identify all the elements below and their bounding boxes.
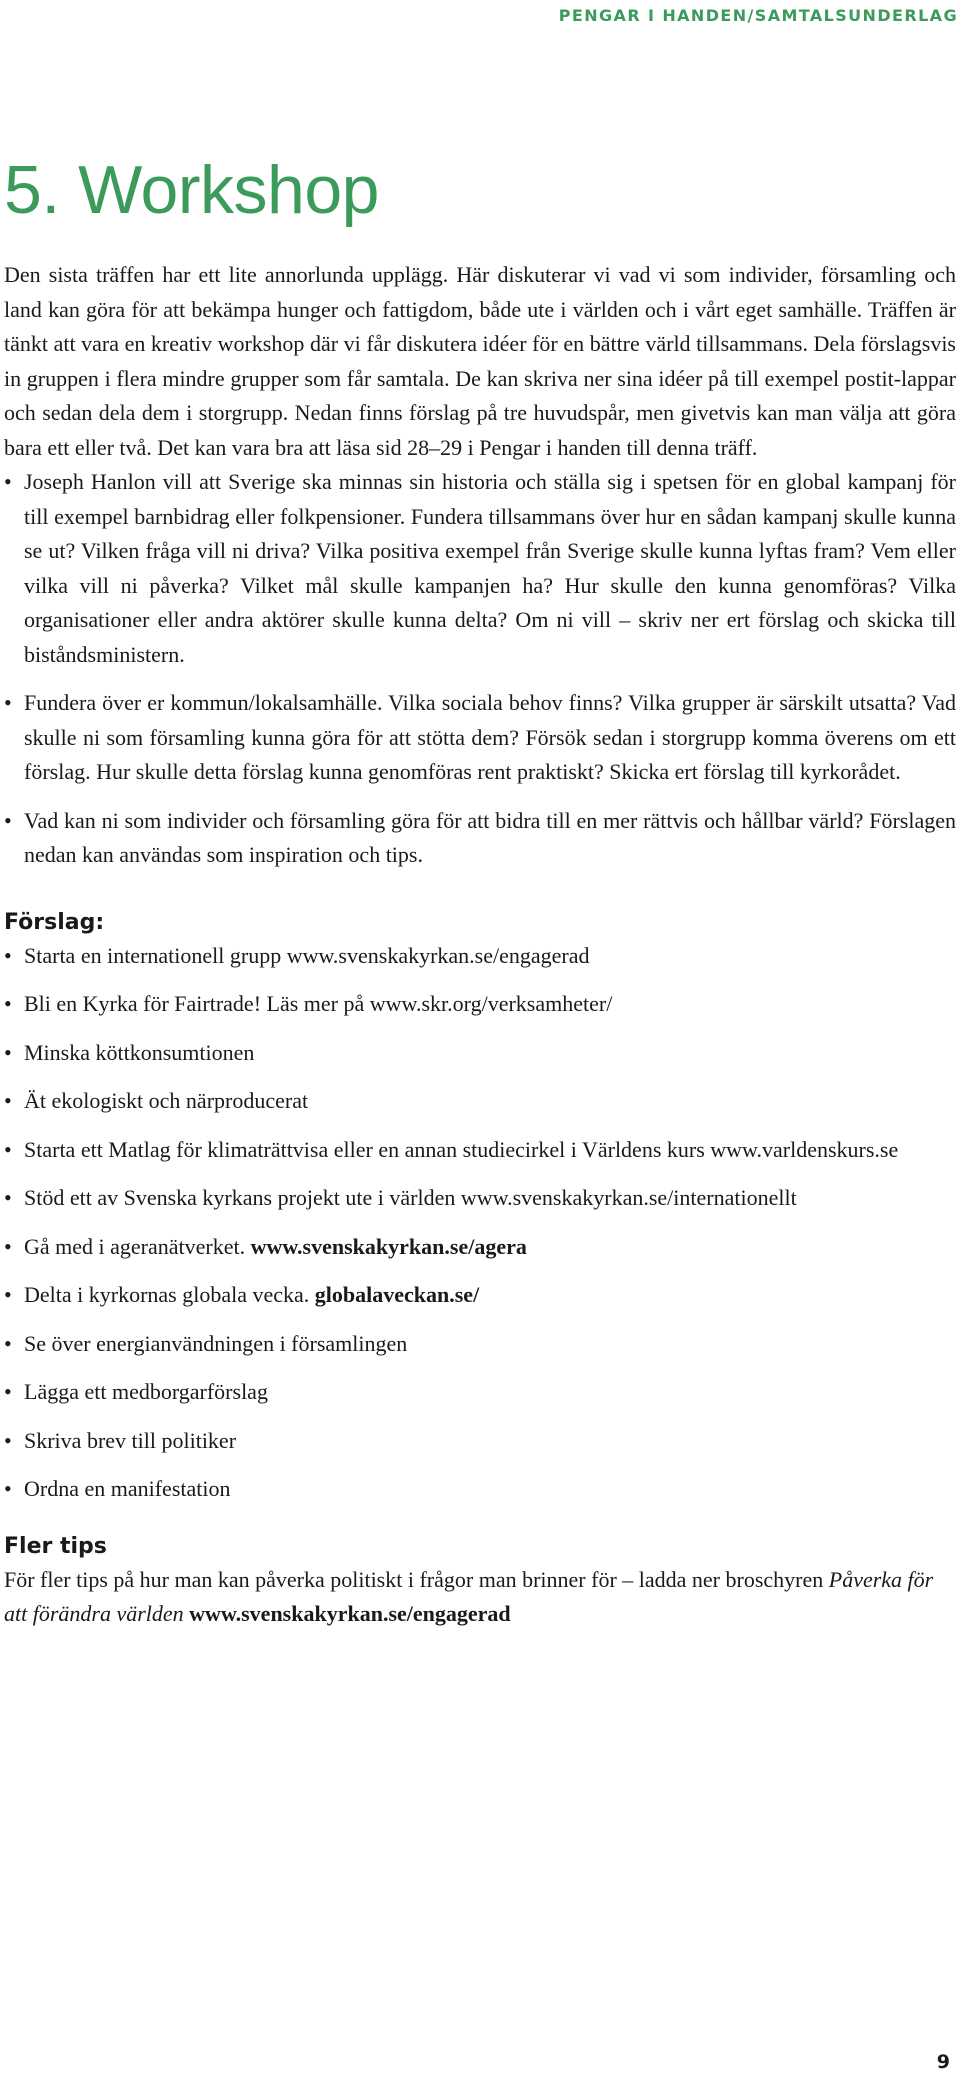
forslag-list — [4, 939, 956, 1507]
bullet-icon: • — [4, 1233, 12, 1259]
fler-tips-paragraph — [4, 1563, 956, 1632]
list-item-text: Minska köttkonsumtionen — [24, 1039, 255, 1065]
list-item-text: Ordna en manifestation — [24, 1476, 231, 1501]
list-item — [4, 1327, 956, 1362]
list-item — [4, 686, 956, 790]
bullet-icon: • — [4, 1282, 12, 1307]
list-item-text: Stöd ett av Svenska kyrkans projekt ute i världen www.svenskakyrkan.se/internationellt — [24, 1185, 797, 1210]
list-item-text: Vad kan ni som individer och församling göra för att bidra till en mer rättvis och hållbar värld? Förslagen nedan kan användas som inspiration och tips. — [24, 807, 956, 867]
bullet-icon: • — [4, 807, 12, 833]
running-header: PENGAR I HANDEN/SAMTALSUNDERLAG — [558, 6, 958, 25]
forslag-heading: Förslag: — [4, 909, 105, 935]
bullet-icon: • — [4, 942, 12, 968]
list-item — [4, 939, 956, 974]
brochure-title: Påverka för att förändra världen — [4, 1566, 934, 1626]
page-title: 5. Workshop — [4, 152, 379, 228]
main-content — [4, 258, 956, 1632]
bullet-icon: • — [4, 1185, 12, 1210]
bullet-icon: • — [4, 991, 12, 1016]
list-item — [4, 987, 956, 1022]
globalaveckan-link[interactable]: globalaveckan.se/ — [314, 1282, 480, 1307]
engagerad-link[interactable]: www.svenskakyrkan.se/engagerad — [189, 1601, 511, 1626]
list-item — [4, 1278, 956, 1313]
list-item — [4, 465, 956, 672]
list-item — [4, 1036, 956, 1071]
list-item — [4, 804, 956, 873]
list-item — [4, 1181, 956, 1216]
list-item-text: Gå med i ageranätverket. — [24, 1233, 251, 1259]
list-item-text: Starta ett Matlag för klimaträttvisa eller en annan studiecirkel i Världens kurs www.varldenskurs.se — [24, 1136, 899, 1162]
list-item — [4, 1230, 956, 1265]
list-item-text: Se över energianvändningen i församlingen — [24, 1330, 408, 1356]
list-item-text: Bli en Kyrka för Fairtrade! Läs mer på www.skr.org/verksamheter/ — [24, 991, 613, 1016]
fler-tips-text: För fler tips på hur man kan påverka politiskt i frågor man brinner för – ladda ner broschyren — [4, 1566, 829, 1592]
page-number: 9 — [936, 2051, 950, 2073]
bullet-icon: • — [4, 1039, 12, 1065]
list-item-text: Ät ekologiskt och närproducerat — [24, 1088, 309, 1113]
bullet-icon: • — [4, 690, 12, 715]
list-item — [4, 1424, 956, 1459]
bullet-icon: • — [4, 469, 12, 494]
list-item — [4, 1375, 956, 1410]
list-item-text: Skriva brev till politiker — [24, 1427, 237, 1453]
bullet-icon: • — [4, 1088, 12, 1113]
bullet-icon: • — [4, 1427, 12, 1453]
list-item-text: Delta i kyrkornas globala vecka. — [24, 1282, 315, 1307]
list-item-text: Fundera över er kommun/lokalsamhälle. Vilka sociala behov finns? Vilka grupper är särskilt utsatta? Vad skulle ni som församling kunna göra för att stötta dem? Försök sedan i storgrupp komma överens om ett förslag. Hur skulle detta förslag kunna genomföras rent praktiskt? Skicka ert förslag till kyrkorådet. — [24, 690, 956, 784]
list-item-text: Starta en internationell grupp www.svenskakyrkan.se/engagerad — [24, 942, 590, 968]
bullet-icon: • — [4, 1136, 12, 1162]
list-item — [4, 1472, 956, 1507]
bullet-icon: • — [4, 1330, 12, 1356]
discussion-tracks-list — [4, 465, 956, 873]
bullet-icon: • — [4, 1379, 12, 1404]
list-item — [4, 1084, 956, 1119]
list-item — [4, 1133, 956, 1168]
bullet-icon: • — [4, 1476, 12, 1501]
list-item-text: Joseph Hanlon vill att Sverige ska minnas sin historia och ställa sig i spetsen för en global kampanj för till exempel barnbidrag eller folkpensioner. Fundera tillsammans över hur en sådan kampanj skulle kunna se ut? Vilken fråga vill ni driva? Vilka positiva exempel från Sverige skulle kunna lyftas fram? Vem eller vilka vill ni påverka? Vilket mål skulle kampanjen ha? Hur skulle den kunna genomföras? Vilka organisationer eller andra aktörer skulle kunna delta? Om ni vill – skriv ner ert förslag och skicka till biståndsministern. — [24, 469, 956, 667]
agera-link[interactable]: www.svenskakyrkan.se/agera — [250, 1233, 527, 1259]
fler-tips-heading: Fler tips — [4, 1533, 107, 1559]
intro-paragraph: Den sista träffen har ett lite annorlunda upplägg. Här diskuterar vi vad vi som individer, församling och land kan göra för att bekämpa hunger och fattigdom, både ute i världen och i vårt eget samhälle. Träffen är tänkt att vara en kreativ workshop där vi får diskutera idéer för en bättre värld tillsammans. Dela förslagsvis in gruppen i flera mindre grupper som får samtala. De kan skriva ner sina idéer på till exempel postit-lappar och sedan dela dem i storgrupp. Nedan finns förslag på tre huvudspår, men givetvis kan man välja att göra bara ett eller två. Det kan vara bra att läsa sid 28–29 i Pengar i handen till denna träff. — [4, 262, 956, 460]
list-item-text: Lägga ett medborgarförslag — [24, 1379, 268, 1404]
